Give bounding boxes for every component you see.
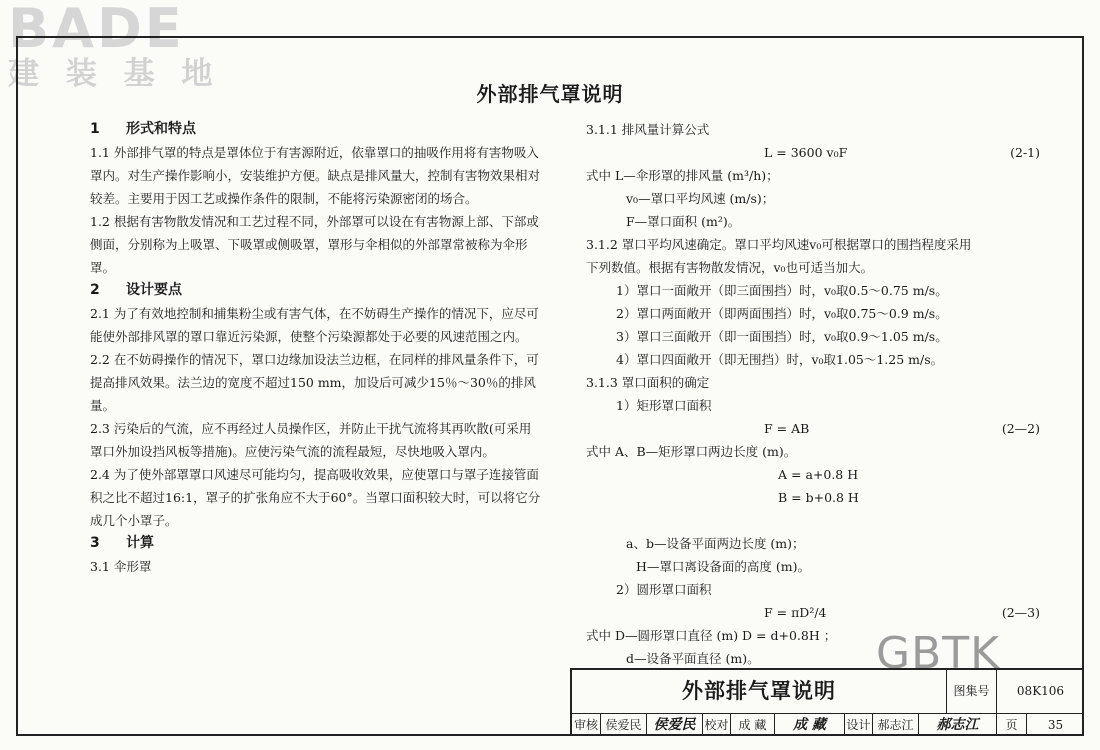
paragraph-2-4: 2.4 为了使外部罩罩口风速尽可能均匀，提高吸收效果，应使罩口与罩子连接管面积之比不超过16:1，罩子的扩张角应不大于60°。当罩口面积较大时，可以将它分成几个小罩子。 xyxy=(90,467,541,528)
design-name: 郝志江 xyxy=(872,714,918,736)
section-heading-3 xyxy=(90,532,542,555)
paragraph-1-1: 1.1 外部排气罩的特点是罩体位于有害源附近，依靠罩口的抽吸作用将有害物吸入罩内。对生产操作影响小，安装维护方便。缺点是排风量大，控制有害物效果相对较差。主要用于因工艺或操作条件的限制，不能将污染源密闭的场合。 xyxy=(90,145,541,206)
design-label: 设计 xyxy=(844,714,872,736)
page-label: 页 xyxy=(996,714,1026,736)
equation-number: (2—3) xyxy=(1001,605,1040,620)
where-line-1: 式中 L—伞形罩的排风量 (m³/h)； xyxy=(586,168,779,183)
subsection-3-1-2-a: 3.1.2 罩口平均风速确定。罩口平均风速v₀可根据罩口的围挡程度采用 xyxy=(586,237,972,252)
where-line-3: F—罩口面积 (m²)。 xyxy=(626,214,741,229)
where-line-7: 式中 D—圆形罩口直径 (m) D = d+0.8H ； xyxy=(586,628,837,643)
subsection-3-1-3: 3.1.3 罩口面积的确定 xyxy=(586,375,710,390)
heading-text: 形式和特点 xyxy=(126,121,196,137)
rect-area-label: 1）矩形罩口面积 xyxy=(616,398,712,413)
equation-b: B = b+0.8 H xyxy=(778,490,859,505)
subsection-3-1-1: 3.1.1 排风量计算公式 xyxy=(586,122,710,137)
title-block xyxy=(570,668,1084,736)
review-label: 审核 xyxy=(573,718,598,732)
logo-subtitle: 建 装 基 地 xyxy=(8,56,221,92)
paragraph-3-1: 3.1 伞形罩 xyxy=(90,559,152,574)
list-item: 1）罩口一面敞开（即三面围挡）时，v₀取0.5～0.75 m/s。 xyxy=(616,283,948,298)
page-number: 35 xyxy=(1026,714,1084,736)
equation-number: (2—2) xyxy=(1001,421,1040,436)
paragraph-2-2: 2.2 在不妨碍操作的情况下，罩口边缘加设法兰边框，在同样的排风量条件下，可提高排风效果。法兰边的宽度不超过150 mm，加设后可减少15％～30％的排风量。 xyxy=(90,352,539,413)
logo-text: BADE xyxy=(8,0,185,60)
where-line-5: a、b—设备平面两边长度 (m)； xyxy=(626,536,805,551)
title-block-row-2 xyxy=(572,714,1084,736)
left-column xyxy=(90,118,542,578)
paragraph-2-3: 2.3 污染后的气流，应不再经过人员操作区，并防止干扰气流将其再吹散(可采用罩口外加设挡风板等措施)。应使污染气流的流程最短，尽快地吸入罩内。 xyxy=(90,421,532,459)
review-signature: 侯爱民 xyxy=(646,714,702,736)
paragraph-2-1: 2.1 为了有效地控制和捕集粉尘或有害气体，在不妨碍生产操作的情况下，应尽可能使外部排风罩的罩口靠近污染源，使整个污染源都处于必要的风速范围之内。 xyxy=(90,306,539,344)
paragraph-1-2: 1.2 根据有害物散发情况和工艺过程不同，外部罩可以设在有害物源上部、下部或侧面，分别称为上吸罩、下吸罩或侧吸罩，罩形与伞相似的外部罩常被称为伞形罩。 xyxy=(90,214,539,275)
atlas-label: 图集号 xyxy=(946,670,996,713)
heading-text: 计算 xyxy=(126,535,154,551)
section-heading-1 xyxy=(90,118,542,141)
atlas-number: 08K106 xyxy=(996,670,1084,713)
where-line-4: 式中 A、B—矩形罩口两边长度 (m)。 xyxy=(586,444,797,459)
equation-text: L = 3600 v₀F xyxy=(764,145,848,160)
equation-2-3 xyxy=(586,601,1050,624)
list-item: 3）罩口三面敞开（即一面围挡）时，v₀取0.9～1.05 m/s。 xyxy=(616,329,948,344)
heading-text: 设计要点 xyxy=(126,282,182,298)
title-block-title: 外部排气罩说明 xyxy=(682,679,836,703)
check-name: 成 藏 xyxy=(730,714,774,736)
equation-text: F = πD²/4 xyxy=(764,605,827,620)
list-item: 4）罩口四面敞开（即无围挡）时，v₀取1.05～1.25 m/s。 xyxy=(616,352,944,367)
list-item: 2）罩口两面敞开（即两面围挡）时，v₀取0.75～0.9 m/s。 xyxy=(616,306,948,321)
page-title: 外部排气罩说明 xyxy=(476,82,624,106)
subsection-3-1-2-b: 下列数值。根据有害物散发情况，v₀也可适当加大。 xyxy=(586,260,874,275)
check-signature: 成 藏 xyxy=(774,714,844,736)
round-area-label: 2）圆形罩口面积 xyxy=(616,582,712,597)
section-heading-2 xyxy=(90,279,542,302)
title-block-row-1 xyxy=(572,670,1084,714)
equation-a: A = a+0.8 H xyxy=(778,467,859,482)
design-signature: 郝志江 xyxy=(918,714,996,736)
heading-number: 2 xyxy=(90,282,100,298)
watermark: GBTK xyxy=(876,628,1001,679)
right-column xyxy=(586,118,1050,670)
where-line-6: H—罩口离设备面的高度 (m)。 xyxy=(636,559,810,574)
review-name: 侯爱民 xyxy=(600,714,646,736)
where-line-8: d—设备平面直径 (m)。 xyxy=(626,651,760,666)
where-line-2: v₀—罩口平均风速 (m/s)； xyxy=(626,191,775,206)
heading-number: 1 xyxy=(90,121,100,137)
blank-line xyxy=(586,509,1050,532)
heading-number: 3 xyxy=(90,535,100,551)
equation-2-2 xyxy=(586,417,1050,440)
equation-number: (2-1) xyxy=(1010,145,1040,160)
equation-text: F = AB xyxy=(764,421,810,436)
check-label: 校对 xyxy=(702,714,730,736)
equation-2-1 xyxy=(586,141,1050,164)
